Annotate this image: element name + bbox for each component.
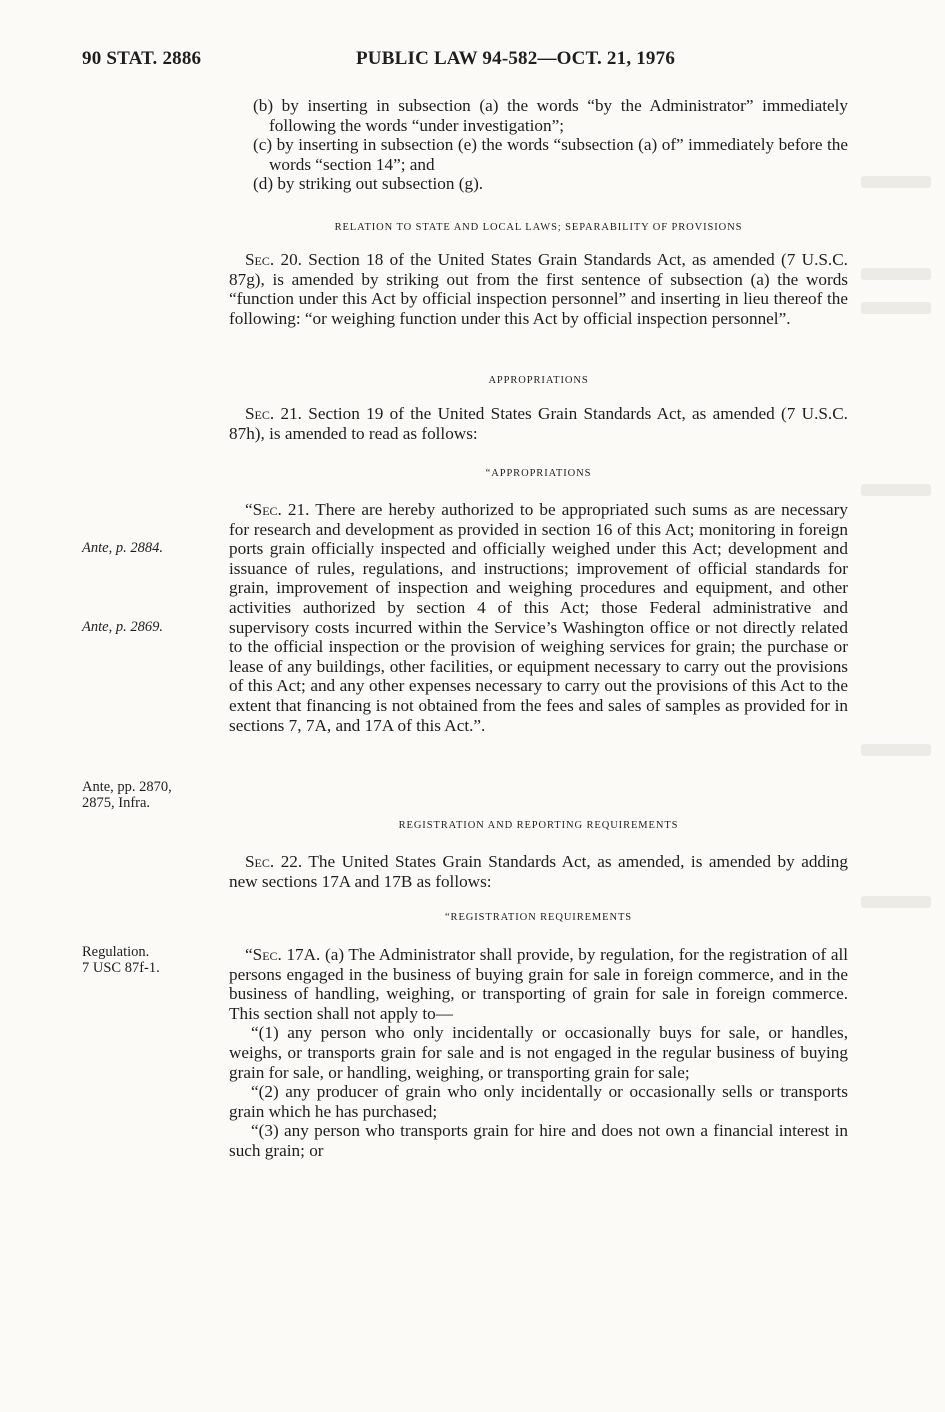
section-text: Section 18 of the United States Grain Standards Act, as amended (7 U.S.C. 87g), is amended by striking out from the first sentence of subsection (a) the words “function under this Act by official inspection personnel” and inserting in lieu thereof the following: “or weighing function under this Act by official inspection personnel”. <box>229 250 848 328</box>
margin-note: Ante, p. 2869. <box>82 619 163 635</box>
section-21-body <box>229 500 848 735</box>
list-item: “(2) any producer of grain who only incidentally or occasionally sells or transports grain which he has purchased; <box>229 1082 848 1121</box>
amendment-item: (d) by striking out subsection (g). <box>253 174 484 194</box>
section-label: Sec. 20. <box>245 250 302 269</box>
section-label: “Sec. 17A. <box>245 945 321 964</box>
section-17a <box>229 945 848 1161</box>
bleed-through-mark <box>861 896 931 908</box>
list-item: “(1) any person who only incidentally or occasionally buys for sale, or handles, weighs, or transports grain for sale and is not engaged in the regular business of buying grain for sale, or handling, weighing, or transporting grain for sale; <box>229 1023 848 1082</box>
section-21 <box>229 404 848 443</box>
bleed-through-mark <box>861 744 931 756</box>
section-heading: “REGISTRATION REQUIREMENTS <box>444 912 633 923</box>
section-text: (a) The Administrator shall provide, by regulation, for the registration of all persons engaged in the business of buying grain for sale in foreign commerce, and in the business of handling, weighing, or transporting of grain for sale in foreign commerce. This section shall not apply to— <box>229 945 849 1023</box>
section-heading: “APPROPRIATIONS <box>485 468 592 479</box>
intro-amendments <box>229 96 848 194</box>
section-20 <box>229 250 848 328</box>
section-22 <box>229 852 848 891</box>
margin-note: Ante, p. 2884. <box>82 540 163 556</box>
amendment-item: (c) by inserting in subsection (e) the words “subsection (a) of” immediately before the words “section 14”; and <box>253 135 848 174</box>
section-text: The United States Grain Standards Act, as amended, is amended by adding new sections 17A and 17B as follows: <box>229 852 848 891</box>
list-item: “(3) any person who transports grain for hire and does not own a financial interest in such grain; or <box>229 1121 848 1160</box>
margin-note: Ante, pp. 2870, 2875, Infra. <box>82 779 172 811</box>
section-heading: APPROPRIATIONS <box>488 375 589 386</box>
section-label: Sec. 21. <box>245 404 302 423</box>
page-title: PUBLIC LAW 94-582—OCT. 21, 1976 <box>356 48 676 69</box>
page-number-stat: 90 STAT. 2886 <box>82 48 202 69</box>
margin-note: Regulation. 7 USC 87f-1. <box>82 944 160 976</box>
bleed-through-mark <box>861 176 931 188</box>
section-label: Sec. 22. <box>245 852 303 871</box>
bleed-through-mark <box>861 268 931 280</box>
section-heading: RELATION TO STATE AND LOCAL LAWS; SEPARABILITY OF PROVISIONS <box>334 222 743 233</box>
section-text: Section 19 of the United States Grain Standards Act, as amended (7 U.S.C. 87h), is amended to read as follows: <box>229 404 848 443</box>
section-text: There are hereby authorized to be appropriated such sums as are necessary for research and development as provided in section 16 of this Act; monitoring in foreign ports grain officially inspected and officially weighed under this Act; development and issuance of rules, regulations, and instructions; improvement of official standards for grain, improvement of inspection and weighing procedures and equipment, and other activities authorized by section 4 of this Act; those Federal administrative and supervisory costs incurred within the Service’s Washington office or not directly related to the official inspection or the provision of weighing services for grain; the purchase or lease of any buildings, other facilities, or equipment necessary to carry out the provisions of this Act; and any other expenses necessary to carry out the provisions of this Act to the extent that financing is not obtained from the fees and sales of samples as provided for in sections 7, 7A, and 17A of this Act.”. <box>229 500 848 735</box>
section-label: “Sec. 21. <box>245 500 310 519</box>
section-heading: REGISTRATION AND REPORTING REQUIREMENTS <box>398 820 679 831</box>
bleed-through-mark <box>861 302 931 314</box>
amendment-item: (b) by inserting in subsection (a) the words “by the Administrator” immediately following the words “under investigation”; <box>253 96 848 135</box>
bleed-through-mark <box>861 484 931 496</box>
